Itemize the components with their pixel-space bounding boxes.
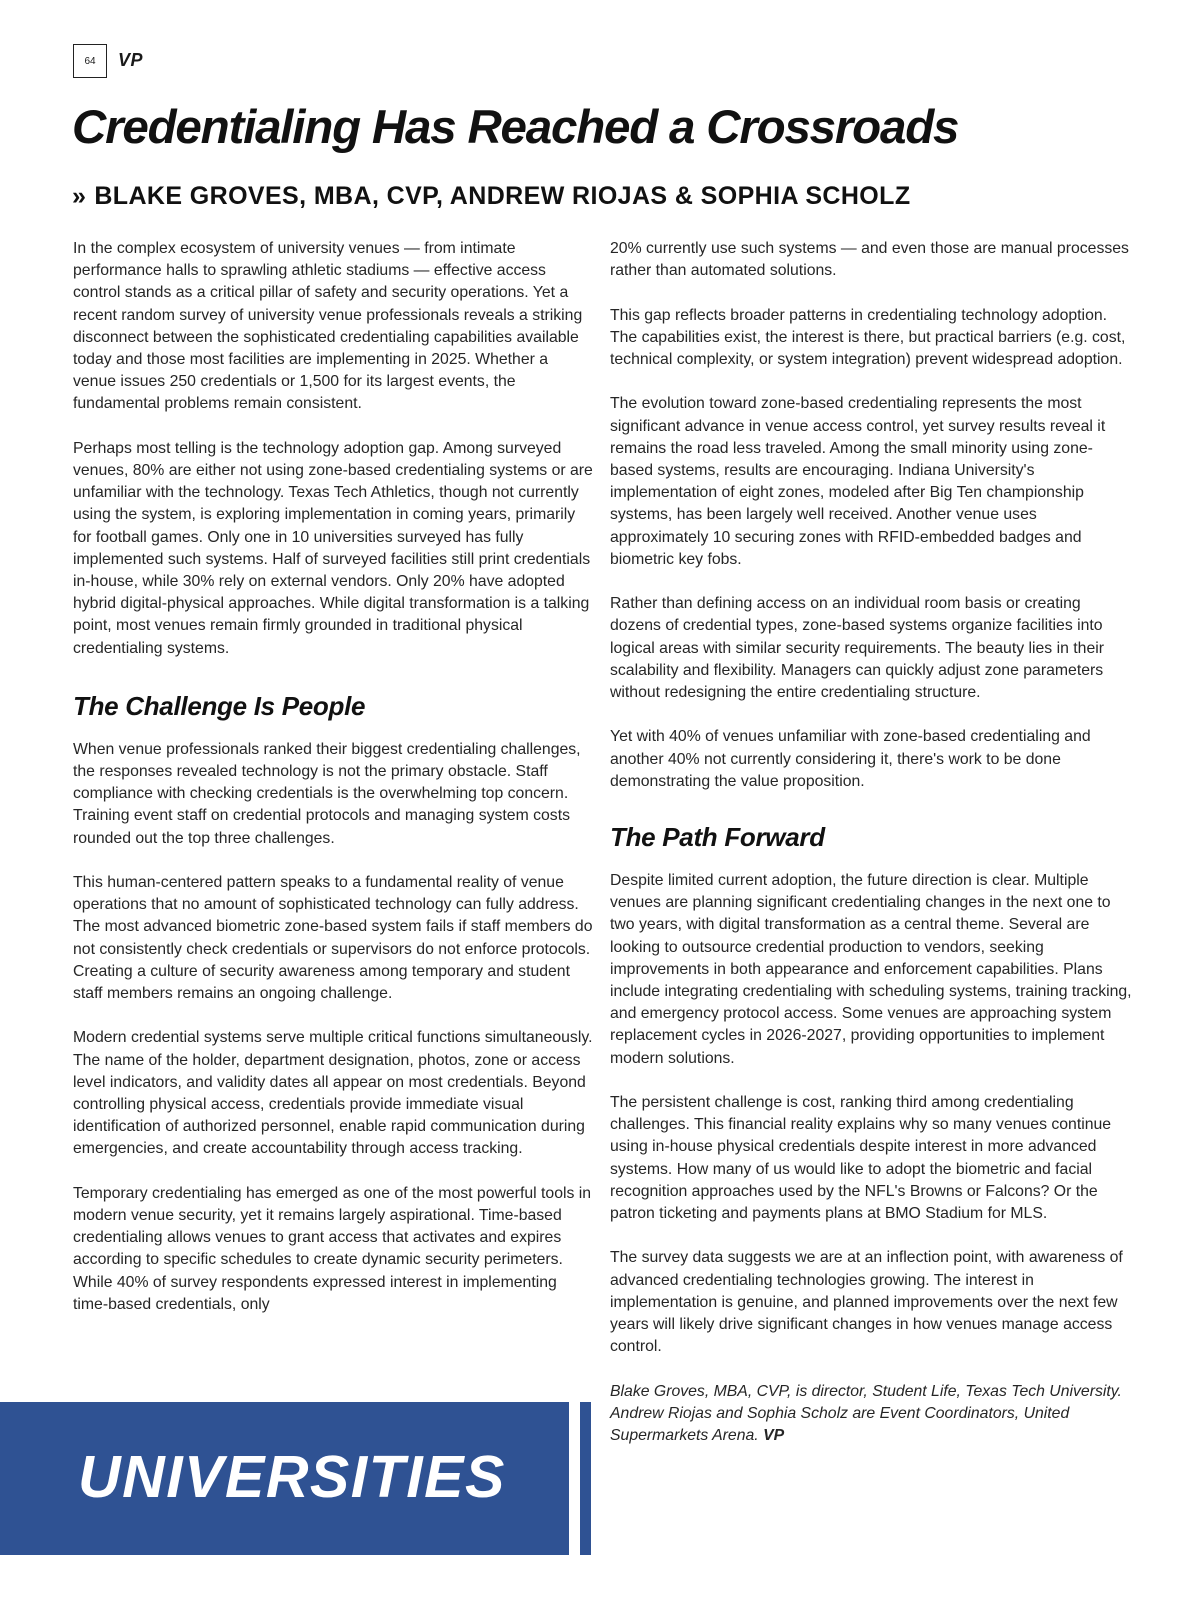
body-paragraph: Temporary credentialing has emerged as one of the most powerful tools in modern venue security, yet it remains largely aspirational. Time-based credentialing allows venues to grant access that activates and expires according to specific schedules to create dynamic security perimeters. While 40% of survey respondents expressed interest in implementing time-based credentials, only: [73, 1184, 592, 1313]
body-paragraph: In the complex ecosystem of university venues — from intimate performance halls to sprawling athletic stadiums — effective access control stands as a critical pillar of safety and security operations. Yet a recent random survey of university venue professionals reveals a striking disconnect between the sophisticated credentialing capabilities available today and those most facilities are implementing in 2025. Whether a venue issues 250 credentials or 1,500 for its largest events, the fundamental problems remain consistent.: [73, 240, 583, 413]
body-paragraph: This human-centered pattern speaks to a fundamental reality of venue operations that no amount of sophisticated technology can fully address. The most advanced biometric zone-based system fails if staff members do not consistently check credentials or supervisors do not enforce protocols. Creating a culture of security awareness among temporary and student staff members remains an ongoing challenge.: [73, 874, 593, 1003]
right-column: [610, 238, 1135, 1469]
body-paragraph: When venue professionals ranked their biggest credentialing challenges, the responses revealed technology is not the primary obstacle. Staff compliance with checking credentials is the overwhelming top concern. Training event staff on credential protocols and managing system costs rounded out the top three challenges.: [73, 740, 581, 847]
banner-label: UNIVERSITIES: [78, 1444, 506, 1510]
byline: [72, 178, 1132, 214]
section-heading-forward: The Path Forward: [610, 822, 825, 853]
body-paragraph: This gap reflects broader patterns in credentialing technology adoption. The capabilities exist, the interest is there, but practical barriers (e.g. cost, technical complexity, or system integration) prevent widespread adoption.: [610, 306, 1126, 368]
author-bio: [610, 1381, 1135, 1448]
left-column: [73, 238, 593, 1338]
banner-accent-bar: [580, 1402, 591, 1555]
body-paragraph: Modern credential systems serve multiple critical functions simultaneously. The name of the holder, department designation, photos, zone or access level indicators, and validity dates all appear on most credentials. Beyond controlling physical access, credentials provide immediate visual identification of authorized personnel, enable rapid communication during emergencies, and create accountability through access tracking.: [73, 1029, 593, 1158]
section-heading-people: The Challenge Is People: [73, 690, 366, 721]
byline-authors: BLAKE GROVES, MBA, CVP, ANDREW RIOJAS & SOPHIA SCHOLZ: [94, 182, 911, 210]
body-paragraph: 20% currently use such systems — and even those are manual processes rather than automated solutions.: [610, 240, 1129, 280]
body-paragraph: The persistent challenge is cost, ranking third among credentialing challenges. This financial reality explains why so many venues continue using in-house physical credentials despite interest in more advanced systems. How many of us would like to adopt the biometric and facial recognition approaches used by the NFL's Browns or Falcons? Or the patron ticketing and payments plans at BMO Stadium for MLS.: [610, 1094, 1112, 1223]
page-number: 64: [73, 44, 107, 78]
body-paragraph: The survey data suggests we are at an inflection point, with awareness of advanced credentialing technologies growing. The interest in implementation is genuine, and planned improvements over the next few years will likely drive significant changes in how venues manage access control.: [610, 1249, 1123, 1356]
end-mark: VP: [763, 1427, 785, 1445]
body-paragraph: The evolution toward zone-based credentialing represents the most significant advance in venue access control, yet survey results reveal it remains the road less traveled. Among the small minority using zone-based systems, results are encouraging. Indiana University's implementation of eight zones, modeled after Big Ten championship systems, has been largely well received. Another venue uses approximately 10 securing zones with RFID-embedded badges and biometric key fobs.: [610, 395, 1106, 568]
article-title: Credentialing Has Reached a Crossroads: [72, 101, 959, 154]
section-banner: [0, 1402, 569, 1555]
body-paragraph: Yet with 40% of venues unfamiliar with zone-based credentialing and another 40% not currently considering it, there's work to be done demonstrating the value proposition.: [610, 728, 1091, 790]
body-paragraph: Rather than defining access on an individual room basis or creating dozens of credential types, zone-based systems organize facilities into logical areas with similar security requirements. The beauty lies in their scalability and flexibility. Managers can quickly adjust zone parameters without redesigning the entire credentialing structure.: [610, 595, 1105, 702]
magazine-mark: VP: [118, 50, 144, 70]
body-paragraph: Perhaps most telling is the technology adoption gap. Among surveyed venues, 80% are either not using zone-based credentialing systems or are unfamiliar with the technology. Texas Tech Athletics, though not currently using the system, is exploring implementation in coming years, primarily for football games. Only one in 10 universities surveyed has fully implemented such systems. Half of surveyed facilities still print credentials in-house, while 30% rely on external vendors. Only 20% have adopted hybrid digital-physical approaches. While digital transformation is a talking point, most venues remain firmly grounded in traditional physical credentialing systems.: [73, 439, 593, 657]
body-paragraph: Despite limited current adoption, the future direction is clear. Multiple venues are planning significant credentialing changes in the next one to two years, with digital transformation as a central theme. Several are looking to outsource credential production to vendors, seeking improvements in both appearance and enforcement capabilities. Plans include integrating credentialing with scheduling systems, training tracking, and emergency protocol access. Some venues are approaching system replacement cycles in 2026-2027, providing opportunities to implement modern solutions.: [610, 872, 1132, 1067]
author-bio-text: Blake Groves, MBA, CVP, is director, Student Life, Texas Tech University. Andrew Riojas and Sophia Scholz are Event Coordinators, United Supermarkets Arena.: [610, 1382, 1122, 1445]
chevron-icon: »: [72, 182, 87, 210]
